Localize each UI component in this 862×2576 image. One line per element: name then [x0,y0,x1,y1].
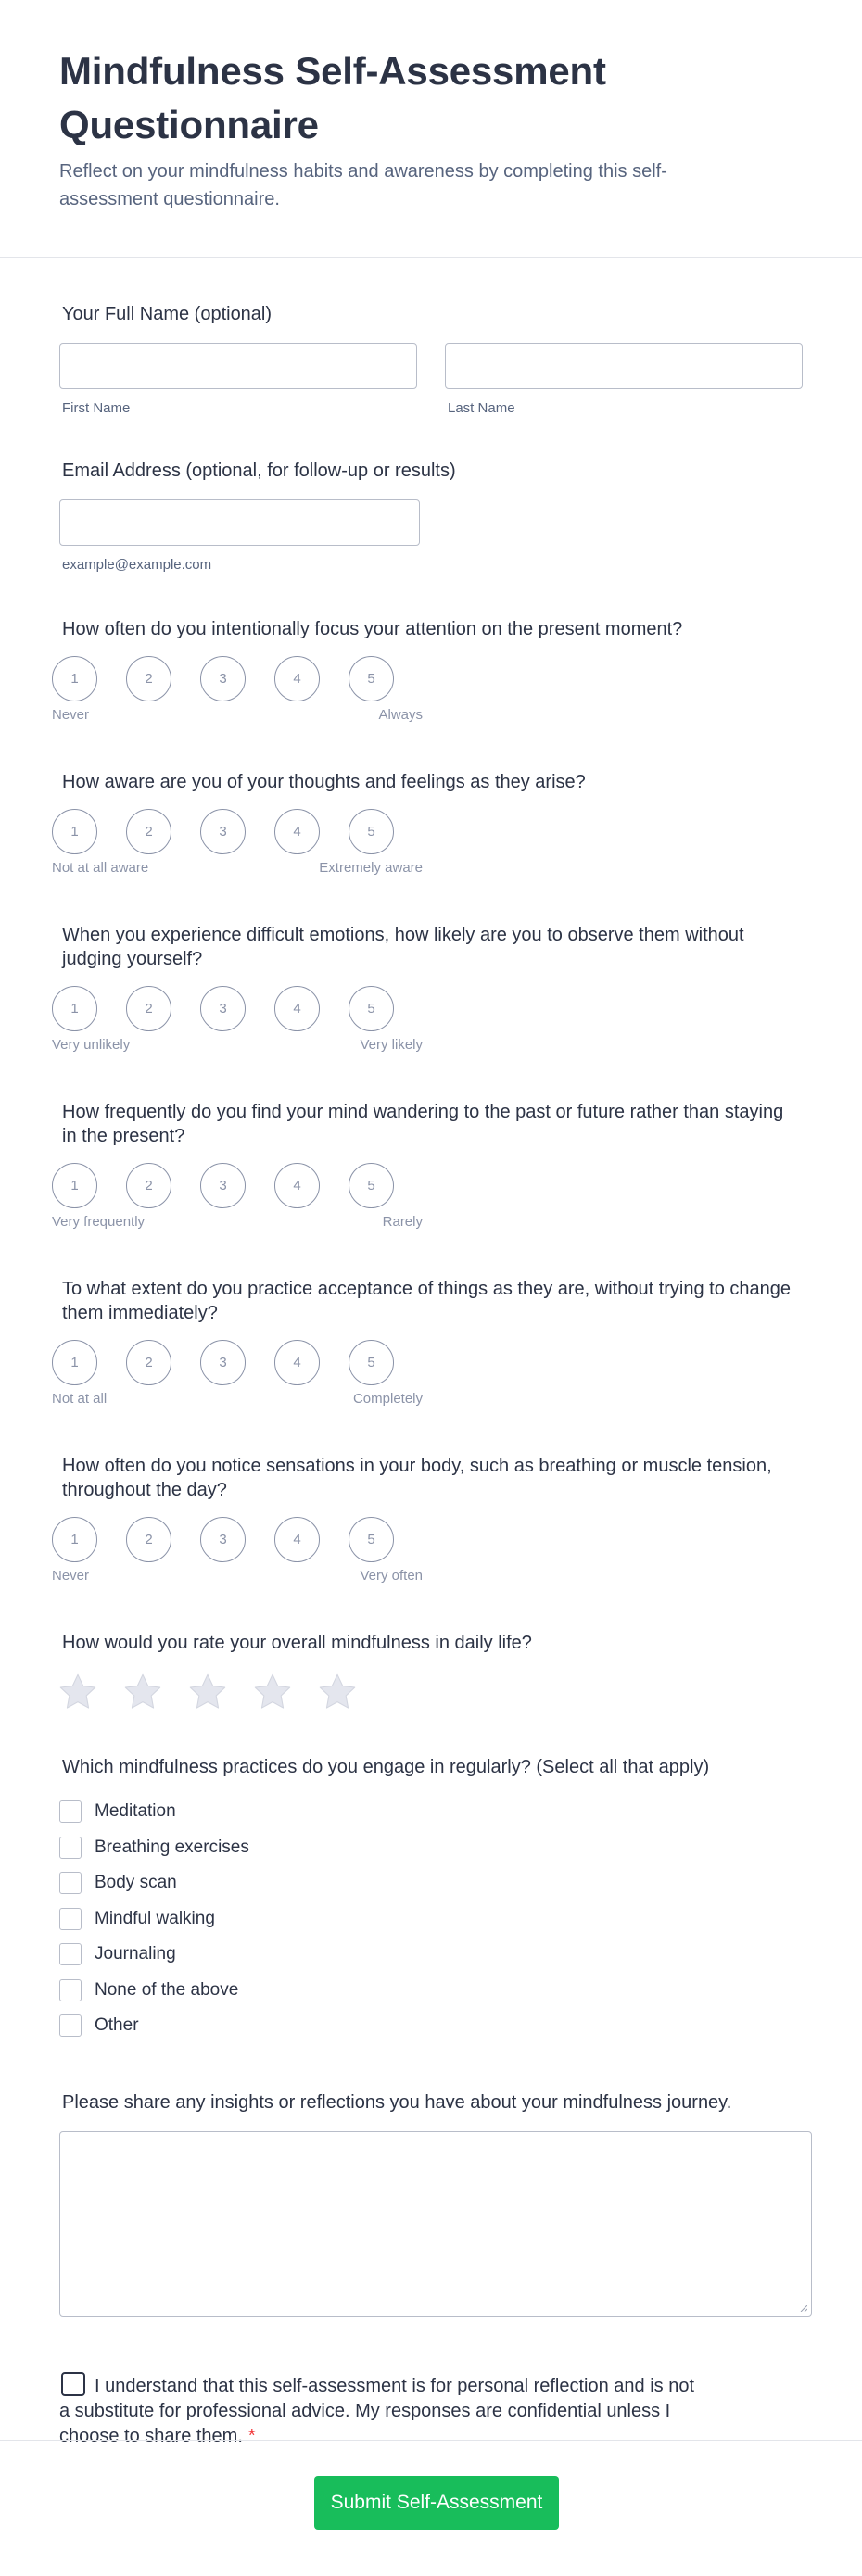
scale-high-label: Very likely [360,1037,423,1053]
practice-option[interactable] [59,1973,803,2009]
email-input[interactable] [59,499,420,546]
scale-question-2 [52,770,803,878]
scale-low-label: Never [52,1568,90,1584]
practice-label: Journaling [95,1944,176,1964]
practice-label: Mindful walking [95,1908,215,1928]
practice-checkbox[interactable] [59,1908,82,1930]
page-title: Mindfulness Self-Assessment Questionnaire [59,49,606,146]
last-name-input[interactable] [445,343,803,389]
scale-low-label: Never [52,707,90,723]
star-icon[interactable] [317,1672,358,1712]
form-header [0,0,862,258]
scale-option-2[interactable]: 2 [126,1517,171,1562]
scale-question-label: How frequently do you find your mind wandering to the past or future rather than staying in the present? [62,1102,784,1146]
scale-question-label: How often do you intentionally focus your attention on the present moment? [62,619,683,639]
scale-high-label: Rarely [382,1214,423,1230]
practice-checkbox[interactable] [59,2014,82,2037]
scale-question-3 [52,923,803,1055]
practice-checkbox[interactable] [59,1872,82,1894]
reflections-question: Please share any insights or reflections you have about your mindfulness journey. [62,2091,732,2113]
practice-label: None of the above [95,1979,239,2000]
scale-option-1[interactable]: 1 [52,986,97,1031]
submit-button[interactable]: Submit Self-Assessment [314,2476,559,2530]
scale-option-1[interactable]: 1 [52,1163,97,1208]
last-name-sublabel: Last Name [448,400,515,416]
scale-question-label: To what extent do you practice acceptance of things as they are, without trying to change them immediately? [62,1279,792,1323]
scale-options [52,1340,803,1385]
page-subtitle: Reflect on your mindfulness habits and awareness by completing this self-assessment questionnaire. [59,161,667,209]
scale-option-4[interactable]: 4 [274,656,320,701]
star-icon[interactable] [122,1672,163,1712]
practice-option[interactable] [59,1794,803,1830]
consent-text: I understand that this self-assessment is for personal reflection and is not a substitute for professional advice. My responses are confidential unless I choose to share them. [59,2375,695,2446]
consent-field [59,2372,708,2449]
first-name-sublabel: First Name [62,400,131,416]
scale-option-5[interactable]: 5 [349,1340,394,1385]
practice-checkbox[interactable] [59,1979,82,2001]
form-body [0,258,862,2449]
practice-option[interactable] [59,1937,803,1973]
scale-option-1[interactable]: 1 [52,1340,97,1385]
overall-rating-field [59,1631,803,1712]
star-icon[interactable] [57,1672,98,1712]
practice-checkbox[interactable] [59,1800,82,1823]
practice-option[interactable] [59,1830,803,1866]
scale-question-6 [52,1454,803,1586]
scale-option-1[interactable]: 1 [52,809,97,854]
full-name-label: Your Full Name (optional) [62,304,273,324]
scale-question-label: How aware are you of your thoughts and feelings as they arise? [62,772,586,792]
consent-checkbox[interactable] [61,2372,85,2396]
practices-field [59,1755,803,2044]
first-name-input[interactable] [59,343,417,389]
email-sublabel: example@example.com [62,557,212,573]
practice-label: Body scan [95,1873,177,1893]
scale-option-4[interactable]: 4 [274,1340,320,1385]
scale-option-4[interactable]: 4 [274,809,320,854]
scale-question-5 [52,1277,803,1409]
scale-high-label: Always [378,707,423,723]
scale-option-3[interactable]: 3 [200,809,246,854]
scale-options [52,1163,803,1208]
scale-low-label: Very frequently [52,1214,146,1230]
scale-option-1[interactable]: 1 [52,656,97,701]
star-rating [57,1672,803,1712]
email-field [59,416,803,573]
required-mark: * [247,2425,256,2446]
practices-question: Which mindfulness practices do you engage in regularly? (Select all that apply) [62,1757,710,1777]
scale-option-2[interactable]: 2 [126,1163,171,1208]
scale-low-label: Not at all [52,1391,108,1407]
scale-high-label: Completely [352,1391,423,1407]
scale-option-5[interactable]: 5 [349,809,394,854]
scale-question-4 [52,1100,803,1232]
practice-label: Other [95,2015,139,2036]
scale-option-3[interactable]: 3 [200,656,246,701]
scale-question-1 [52,617,803,726]
scale-question-label: How often do you notice sensations in your body, such as breathing or muscle tension, throughout the day? [62,1456,772,1500]
practice-option[interactable] [59,2008,803,2044]
star-icon[interactable] [187,1672,228,1712]
scale-options [52,809,803,854]
scale-option-3[interactable]: 3 [200,1340,246,1385]
reflections-field [59,2090,803,2317]
scale-option-1[interactable]: 1 [52,1517,97,1562]
form-footer [0,2440,862,2576]
scale-option-3[interactable]: 3 [200,986,246,1031]
scale-option-4[interactable]: 4 [274,986,320,1031]
practice-label: Meditation [95,1801,176,1822]
scale-high-label: Extremely aware [319,860,423,876]
resize-handle-icon[interactable] [800,2305,807,2312]
scale-option-5[interactable]: 5 [349,1517,394,1562]
practice-checkbox[interactable] [59,1837,82,1859]
scale-option-3[interactable]: 3 [200,1517,246,1562]
scale-option-2[interactable]: 2 [126,986,171,1031]
scale-option-4[interactable]: 4 [274,1163,320,1208]
scale-option-4[interactable]: 4 [274,1517,320,1562]
practice-option[interactable] [59,1901,803,1938]
overall-rating-question: How would you rate your overall mindfulness in daily life? [62,1633,532,1653]
scale-option-3[interactable]: 3 [200,1163,246,1208]
scale-low-label: Not at all aware [52,860,149,876]
scale-option-5[interactable]: 5 [349,1163,394,1208]
scale-option-2[interactable]: 2 [126,656,171,701]
star-icon[interactable] [252,1672,293,1712]
email-label: Email Address (optional, for follow-up or results) [62,461,456,481]
scale-options [52,986,803,1031]
full-name-field [59,258,803,416]
scale-option-2[interactable]: 2 [126,1340,171,1385]
scale-option-2[interactable]: 2 [126,809,171,854]
scale-options [52,1517,803,1562]
practice-option[interactable] [59,1865,803,1901]
practice-checkbox[interactable] [59,1943,82,1965]
scale-option-5[interactable]: 5 [349,986,394,1031]
reflections-textarea[interactable] [59,2131,812,2317]
scale-low-label: Very unlikely [52,1037,131,1053]
scale-high-label: Very often [360,1568,423,1584]
scale-option-5[interactable]: 5 [349,656,394,701]
practice-label: Breathing exercises [95,1837,249,1857]
scale-options [52,656,803,701]
scale-question-label: When you experience difficult emotions, how likely are you to observe them without judging yourself? [62,925,744,969]
